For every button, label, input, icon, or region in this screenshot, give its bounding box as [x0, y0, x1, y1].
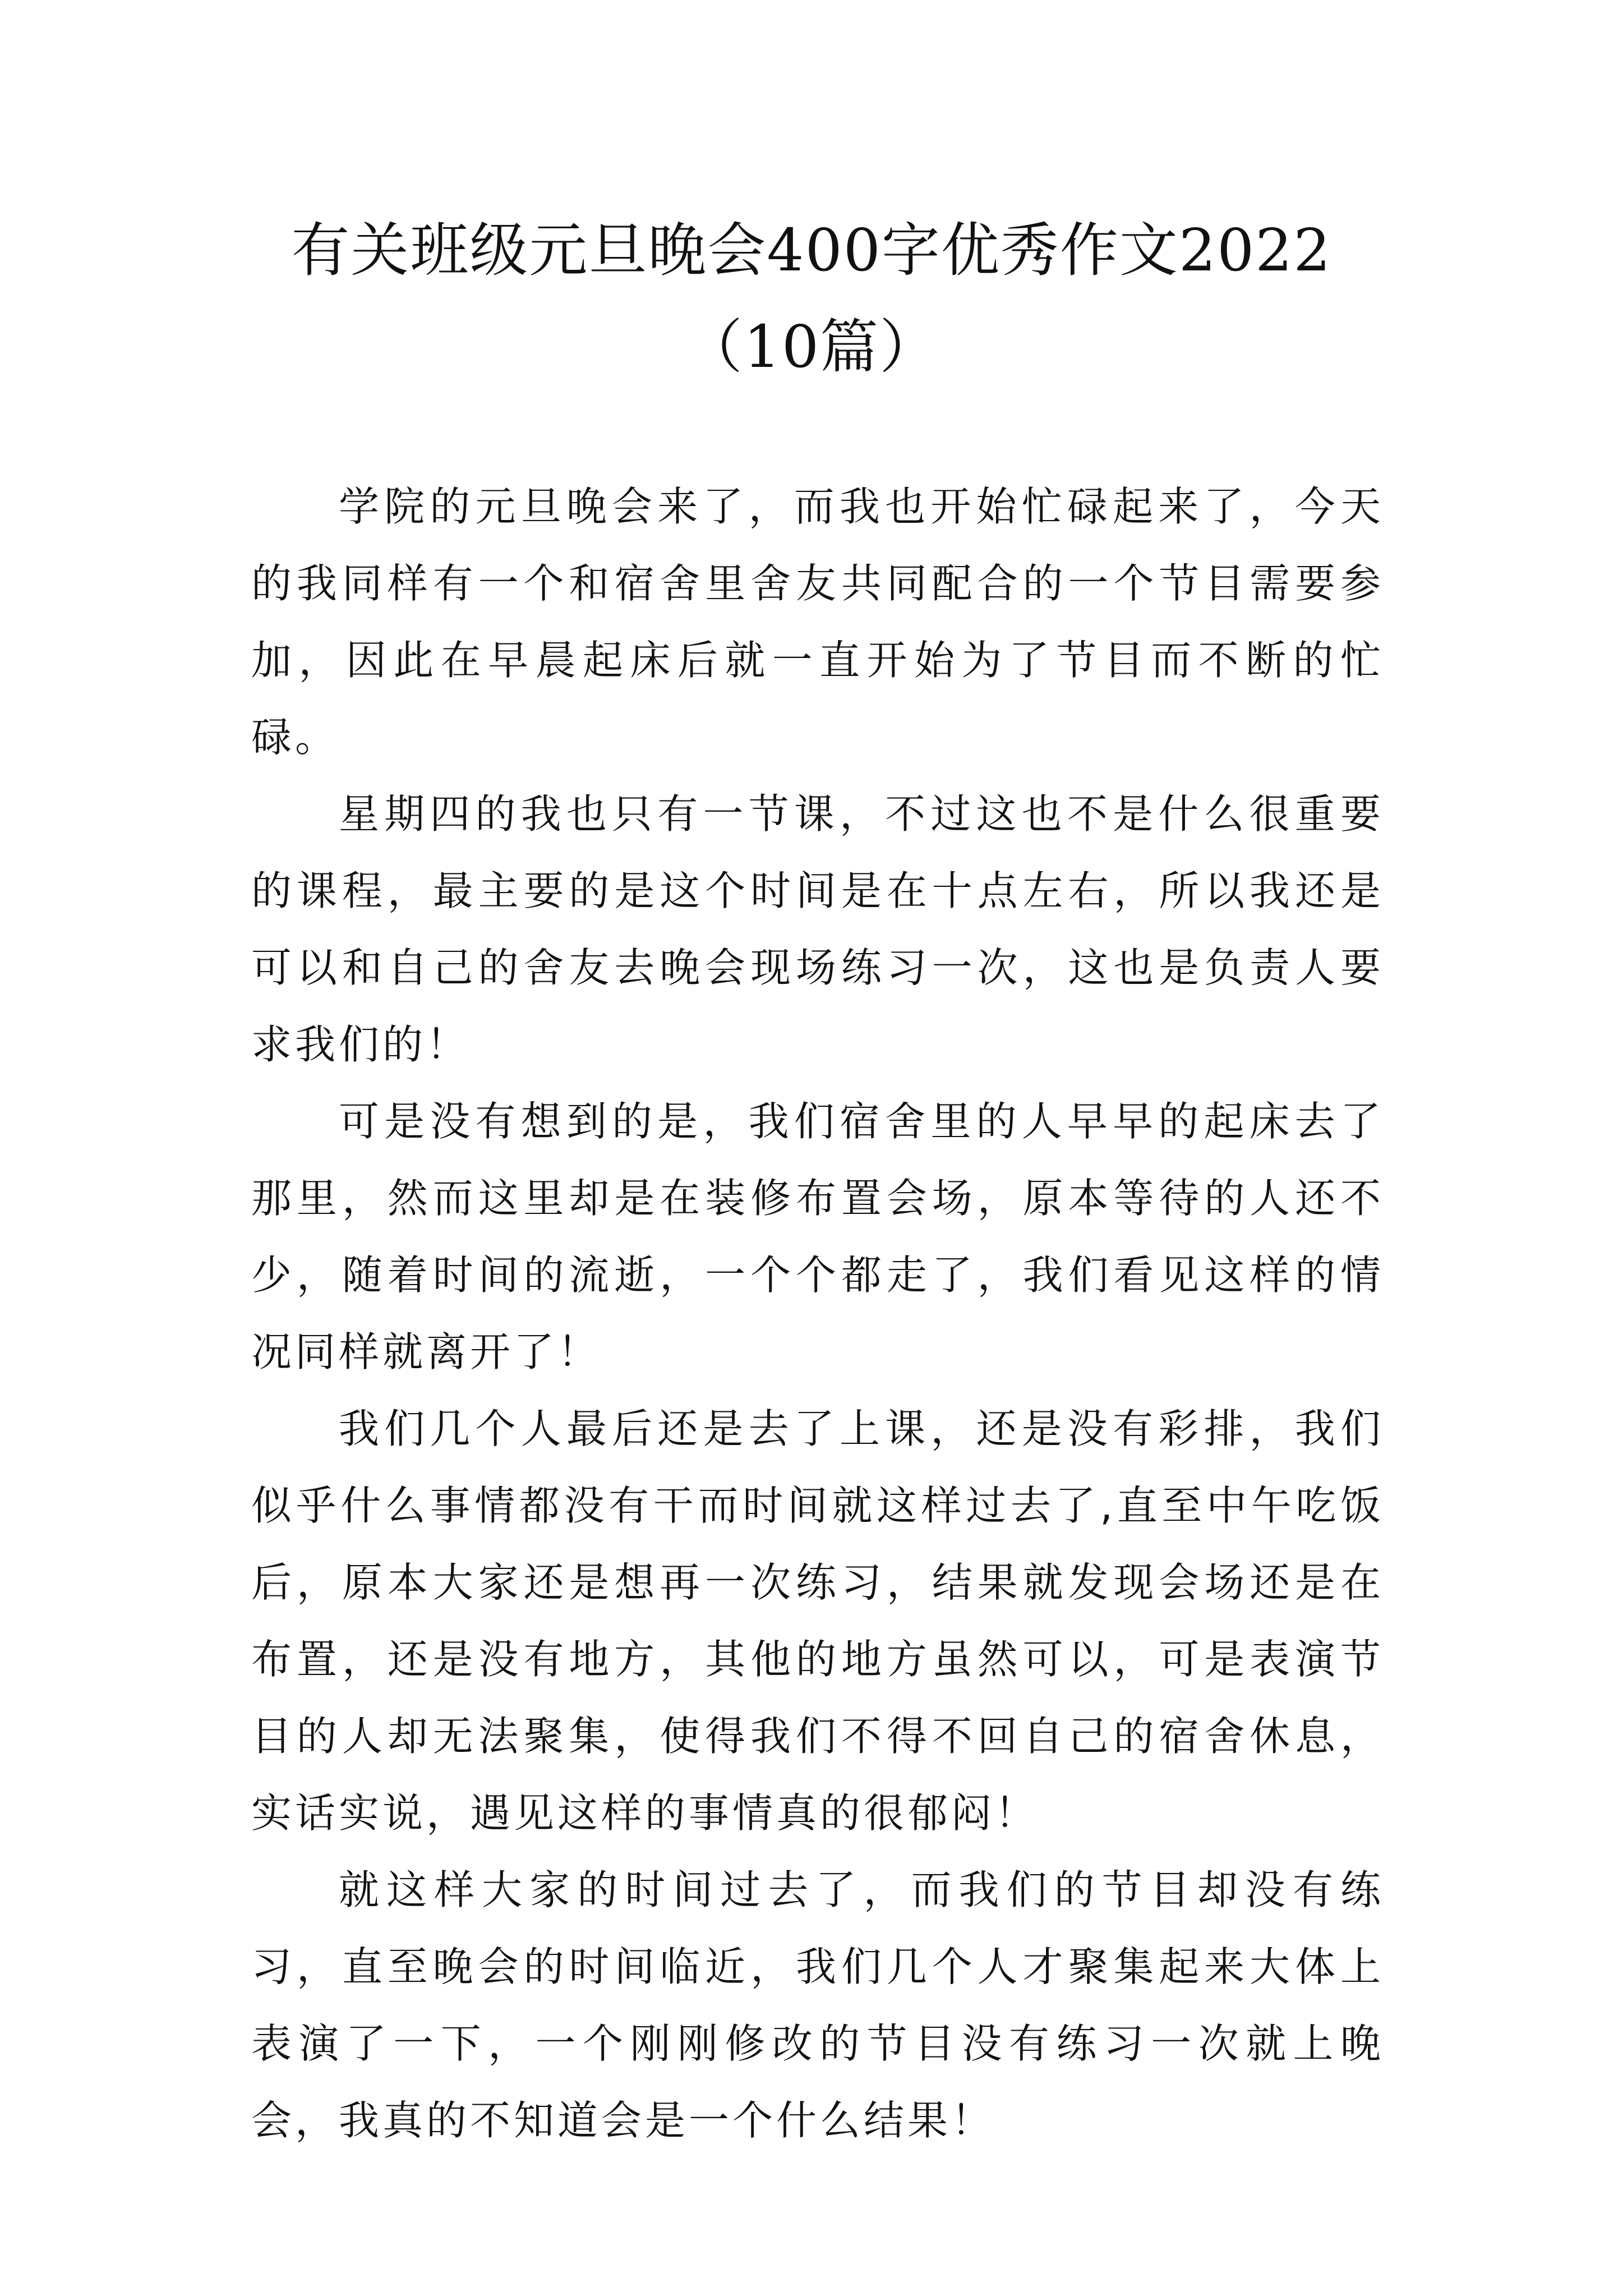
- paragraph-5: 就这样大家的时间过去了，而我们的节目却没有练习，直至晚会的时间临近，我们几个人才聚集起来大体上表演了一下，一个刚刚修改的节目没有练习一次就上晚会，我真的不知道会是一个什么结果！: [251, 1866, 1384, 2144]
- paragraph-2: 星期四的我也只有一节课，不过这也不是什么很重要的课程，最主要的是这个时间是在十点左右，所以我还是可以和自己的舍友去晚会现场练习一次，这也是负责人要求我们的！: [251, 790, 1384, 1068]
- paragraph-1: 学院的元旦晚会来了，而我也开始忙碌起来了，今天的我同样有一个和宿舍里舍友共同配合的一个节目需要参加，因此在早晨起床后就一直开始为了节目而不断的忙碌。: [251, 483, 1384, 761]
- document-title: [0, 202, 1623, 395]
- paragraph-3: 可是没有想到的是，我们宿舍里的人早早的起床去了那里，然而这里却是在装修布置会场，原本等待的人还不少，随着时间的流逝，一个个都走了，我们看见这样的情况同样就离开了！: [251, 1098, 1384, 1375]
- title-line-1: 有关班级元旦晚会400字优秀作文2022: [291, 216, 1332, 284]
- paragraph-4: 我们几个人最后还是去了上课，还是没有彩排，我们似乎什么事情都没有干而时间就这样过去了,直至中午吃饭后，原本大家还是想再一次练习，结果就发现会场还是在布置，还是没有地方，其他的地方虽然可以，可是表演节目的人却无法聚集，使得我们不得不回自己的宿舍休息，实话实说，遇见这样的事情真的很郁闷！: [251, 1405, 1384, 1837]
- title-line-2: （10篇）: [684, 312, 939, 381]
- document-body: [251, 468, 1384, 2159]
